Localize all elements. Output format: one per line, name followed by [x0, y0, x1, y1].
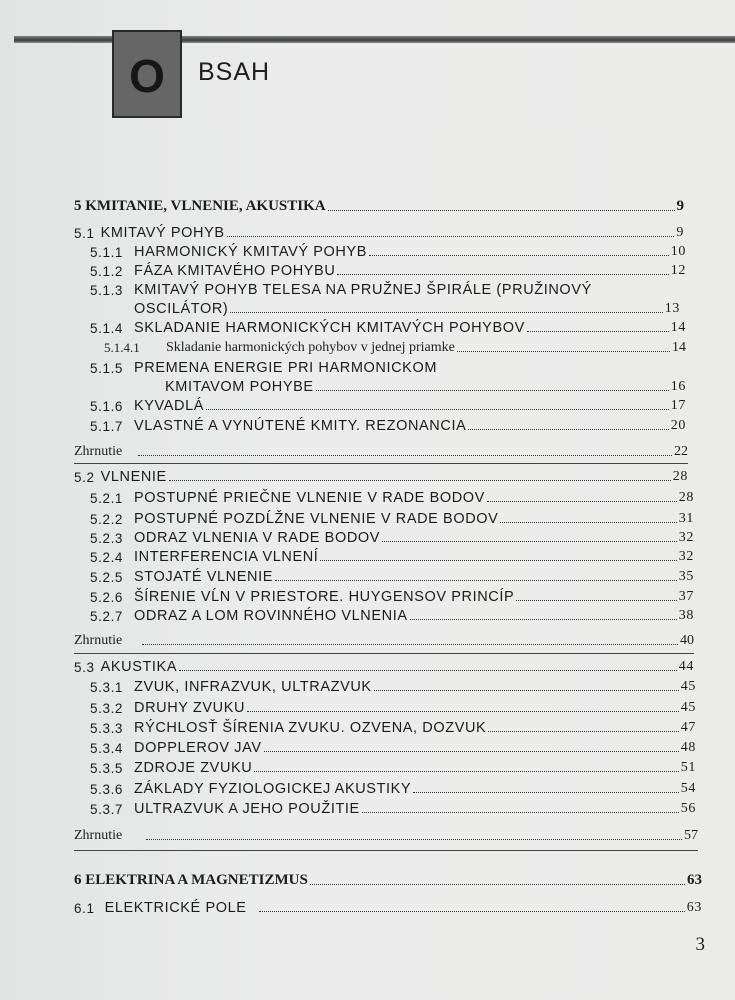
- toc-title: ZDROJE ZVUKU: [134, 760, 253, 776]
- toc-title: ODRAZ A LOM ROVINNÉHO VLNENIA: [134, 608, 408, 624]
- toc-page: 45: [680, 679, 696, 694]
- leader-dots: [337, 274, 668, 275]
- toc-title-cont: KMITAVOM POHYBE: [165, 379, 314, 395]
- leader-dots: [206, 409, 669, 410]
- toc-item-5-2-4[interactable]: [90, 549, 694, 565]
- toc-item-5-3-5[interactable]: [90, 760, 696, 776]
- toc-num: 5.1.6: [90, 399, 124, 414]
- toc-num: 5.2.4: [90, 550, 124, 565]
- toc-item-5-1-3-cont[interactable]: [134, 301, 680, 317]
- toc-item-5-3-3[interactable]: [90, 720, 696, 736]
- header-title: BSAH: [198, 58, 271, 86]
- toc-title: VLASTNÉ A VYNÚTENÉ KMITY. REZONANCIA: [134, 418, 467, 434]
- section-divider: [74, 653, 694, 654]
- toc-page: 14: [670, 320, 686, 335]
- toc-item-5-2-6[interactable]: [90, 589, 694, 605]
- toc-title: KMITAVÝ POHYB TELESA NA PRUŽNEJ ŠPIRÁLE (PRUŽINOVÝ: [134, 282, 592, 298]
- leader-dots: [488, 731, 678, 732]
- section-divider: [74, 463, 688, 464]
- toc-page: 32: [678, 530, 694, 545]
- leader-dots: [254, 771, 678, 772]
- toc-num: 6.1: [74, 901, 95, 916]
- toc-page: 20: [670, 418, 686, 433]
- leader-dots: [230, 312, 662, 313]
- toc-title: 5 KMITANIE, VLNENIE, AKUSTIKA: [74, 198, 326, 214]
- toc-page: 54: [680, 781, 696, 796]
- toc-summary-1[interactable]: [74, 444, 688, 460]
- toc-title: DRUHY ZVUKU: [134, 700, 246, 716]
- toc-page: 38: [678, 608, 694, 623]
- toc-page: 63: [686, 900, 702, 915]
- toc-num: 5.2.2: [90, 512, 124, 527]
- toc-summary-3[interactable]: [74, 828, 698, 844]
- leader-dots: [328, 210, 675, 211]
- toc-title-cont: OSCILÁTOR): [134, 301, 229, 317]
- leader-dots: [468, 429, 668, 430]
- toc-section-5-1[interactable]: [74, 225, 684, 241]
- toc-page: 56: [680, 801, 696, 816]
- leader-dots: [259, 911, 685, 912]
- toc-title: DOPPLEROV JAV: [134, 740, 262, 756]
- toc-item-5-1-6[interactable]: [90, 398, 686, 414]
- toc-item-5-2-7[interactable]: [90, 608, 694, 624]
- toc-num: 5.3.7: [90, 802, 124, 817]
- section-divider: [74, 850, 698, 851]
- toc-title: AKUSTIKA: [100, 659, 178, 675]
- toc-num: 5.1.5: [90, 361, 124, 376]
- toc-section-6-1[interactable]: [74, 900, 702, 916]
- toc-page: 10: [670, 244, 686, 259]
- leader-dots: [369, 255, 669, 256]
- toc-item-5-1-2[interactable]: [90, 263, 686, 279]
- toc-section-5-3[interactable]: [74, 659, 694, 675]
- toc-title: POSTUPNÉ PRIEČNE VLNENIE V RADE BODOV: [134, 490, 485, 506]
- toc-num: 5.3.3: [90, 721, 124, 736]
- toc-title: PREMENA ENERGIE PRI HARMONICKOM: [134, 360, 437, 376]
- toc-item-5-3-7[interactable]: [90, 801, 696, 817]
- leader-dots: [527, 331, 669, 332]
- leader-dots: [142, 644, 678, 645]
- toc-summary-2[interactable]: [74, 633, 694, 649]
- toc-title: Skladanie harmonických pohybov v jednej priamke: [166, 340, 455, 355]
- leader-dots: [179, 670, 677, 671]
- toc-page: 32: [678, 549, 694, 564]
- toc-title: Zhrnutie: [74, 633, 123, 648]
- toc-page: 51: [680, 760, 696, 775]
- toc-item-5-1-5[interactable]: [90, 360, 686, 376]
- toc-num: 5.3.1: [90, 680, 124, 695]
- toc-page: 35: [678, 569, 694, 584]
- leader-dots: [382, 541, 677, 542]
- toc-title: HARMONICKÝ KMITAVÝ POHYB: [134, 244, 368, 260]
- toc-page: 9: [676, 198, 684, 214]
- toc-title: Zhrnutie: [74, 828, 123, 843]
- toc-num: 5.1.7: [90, 419, 124, 434]
- toc-item-5-3-1[interactable]: [90, 679, 696, 695]
- toc-num: 5.1: [74, 226, 95, 241]
- toc-title: 6 ELEKTRINA A MAGNETIZMUS: [74, 872, 308, 888]
- toc-num: 5.2.1: [90, 491, 124, 506]
- toc-chapter-6[interactable]: [74, 872, 702, 889]
- toc-num: 5.1.4: [90, 321, 124, 336]
- toc-page: 28: [678, 490, 694, 505]
- leader-dots: [247, 711, 679, 712]
- toc-item-5-1-5-cont[interactable]: [165, 379, 686, 395]
- toc-num: 5.2.6: [90, 590, 124, 605]
- toc-page: 37: [678, 589, 694, 604]
- toc-title: VLNENIE: [100, 469, 167, 485]
- toc-item-5-1-4-1[interactable]: [104, 340, 686, 356]
- toc-page: 47: [680, 720, 696, 735]
- toc-num: 5.3.2: [90, 701, 124, 716]
- toc-num: 5.3.5: [90, 761, 124, 776]
- toc-title: POSTUPNÉ POZDĹŽNE VLNENIE V RADE BODOV: [134, 511, 499, 527]
- toc-page: 17: [670, 398, 686, 413]
- toc-num: 5.1.1: [90, 245, 124, 260]
- toc-title: ZVUK, INFRAZVUK, ULTRAZVUK: [134, 679, 372, 695]
- leader-dots: [516, 600, 677, 601]
- toc-item-5-3-6[interactable]: [90, 781, 696, 797]
- toc-page: 40: [680, 633, 694, 648]
- toc-num: 5.2.7: [90, 609, 124, 624]
- leader-dots: [316, 390, 669, 391]
- toc-num: 5.1.2: [90, 264, 124, 279]
- leader-dots: [362, 812, 679, 813]
- toc-num: 5.3: [74, 660, 95, 675]
- toc-page: 9: [676, 225, 684, 240]
- toc-title: Zhrnutie: [74, 444, 123, 459]
- toc-page: 31: [678, 511, 694, 526]
- toc-item-5-1-4[interactable]: [90, 320, 686, 336]
- toc-item-5-3-2[interactable]: [90, 700, 696, 716]
- toc-item-5-2-3[interactable]: [90, 530, 694, 546]
- leader-dots: [310, 884, 685, 885]
- toc-section-5-2[interactable]: [74, 469, 688, 485]
- toc-item-5-1-3[interactable]: [90, 282, 686, 298]
- toc-item-5-2-1[interactable]: [90, 490, 694, 506]
- toc-title: RÝCHLOSŤ ŠÍRENIA ZVUKU. OZVENA, DOZVUK: [134, 720, 487, 736]
- toc-item-5-3-4[interactable]: [90, 740, 696, 756]
- leader-dots: [146, 839, 682, 840]
- leader-dots: [169, 480, 671, 481]
- leader-dots: [500, 522, 676, 523]
- toc-title: KYVADLÁ: [134, 398, 205, 414]
- leader-dots: [227, 236, 675, 237]
- toc-page: 45: [680, 700, 696, 715]
- leader-dots: [138, 455, 672, 456]
- toc-title: ODRAZ VLNENIA V RADE BODOV: [134, 530, 381, 546]
- toc-num: 5.3.4: [90, 741, 124, 756]
- toc-title: FÁZA KMITAVÉHO POHYBU: [134, 263, 336, 279]
- toc-title: KMITAVÝ POHYB: [100, 225, 225, 241]
- leader-dots: [275, 580, 677, 581]
- header-initial: O: [129, 50, 165, 102]
- toc-num: 5.2: [74, 470, 95, 485]
- leader-dots: [413, 792, 679, 793]
- toc-page: 63: [687, 872, 702, 888]
- toc-num: 5.1.4.1: [104, 340, 140, 355]
- toc-item-5-1-7[interactable]: [90, 418, 686, 434]
- toc-title: ZÁKLADY FYZIOLOGICKEJ AKUSTIKY: [134, 781, 412, 797]
- leader-dots: [487, 501, 677, 502]
- toc-title: STOJATÉ VLNENIE: [134, 569, 273, 585]
- toc-page: 12: [670, 263, 686, 278]
- leader-dots: [320, 560, 676, 561]
- leader-dots: [410, 619, 677, 620]
- page-number: 3: [695, 934, 705, 955]
- toc-chapter-5[interactable]: [74, 198, 684, 215]
- toc-item-5-2-5[interactable]: [90, 569, 694, 585]
- toc-page: 48: [680, 740, 696, 755]
- toc-page: 44: [678, 659, 694, 674]
- leader-dots: [374, 690, 679, 691]
- toc-page: 28: [672, 469, 688, 484]
- toc-num: 5.2.5: [90, 570, 124, 585]
- leader-dots: [457, 351, 670, 352]
- toc-item-5-1-1[interactable]: [90, 244, 686, 260]
- toc-title: ELEKTRICKÉ POLE: [104, 900, 247, 916]
- toc-title: INTERFERENCIA VLNENÍ: [134, 549, 319, 565]
- toc-page: 57: [684, 828, 698, 843]
- toc-num: 5.2.3: [90, 531, 124, 546]
- toc-title: ULTRAZVUK A JEHO POUŽITIE: [134, 801, 360, 817]
- toc-num: 5.1.3: [90, 283, 124, 298]
- toc-item-5-2-2[interactable]: [90, 511, 694, 527]
- toc-title: ŠÍRENIE VĹN V PRIESTORE. HUYGENSOV PRINCÍP: [134, 589, 515, 605]
- toc-num: 5.3.6: [90, 782, 124, 797]
- toc-page: 22: [674, 444, 688, 459]
- toc-title: SKLADANIE HARMONICKÝCH KMITAVÝCH POHYBOV: [134, 320, 525, 336]
- leader-dots: [264, 751, 679, 752]
- toc-page: 16: [670, 379, 686, 394]
- toc-page: 14: [672, 340, 686, 355]
- toc-page: 13: [664, 301, 680, 316]
